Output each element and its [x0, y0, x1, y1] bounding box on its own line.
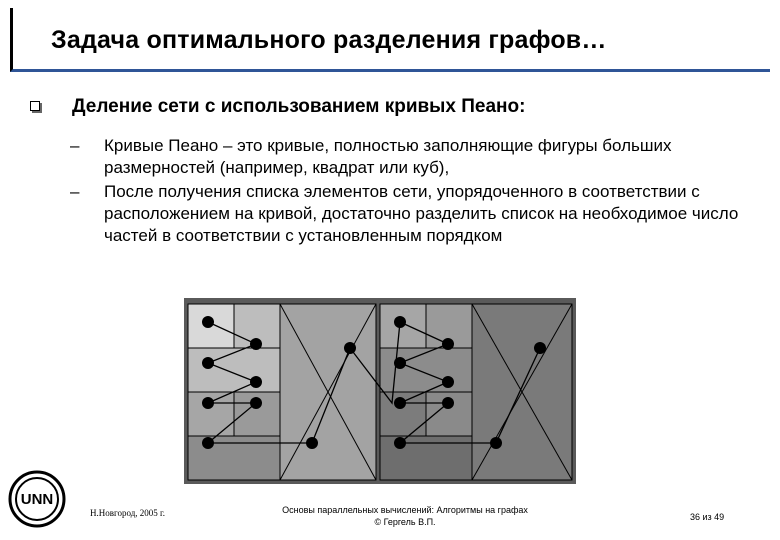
footer-author: © Гергель В.П.: [374, 517, 436, 527]
curve-node: [202, 437, 214, 449]
right-grid: [380, 304, 572, 480]
title-bar: [10, 8, 770, 72]
curve-node: [490, 437, 502, 449]
curve-node: [344, 342, 356, 354]
university-logo-icon: [8, 470, 66, 528]
curve-node: [250, 376, 262, 388]
sub-bullet-2: [70, 181, 750, 247]
curve-node: [394, 316, 406, 328]
footer-location: Н.Новгород, 2005 г.: [90, 508, 165, 518]
sub-bullet-2-text: После получения списка элементов сети, упорядоченного в соответствии с расположением на кривой, достаточно разделить список на необходимое число частей в соответствии с установленным порядком: [104, 182, 739, 245]
curve-node: [394, 437, 406, 449]
curve-node: [442, 397, 454, 409]
curve-node: [202, 397, 214, 409]
curve-node: [442, 338, 454, 350]
curve-node: [202, 316, 214, 328]
square-bullet-icon: [30, 101, 40, 111]
left-grid: [188, 304, 376, 480]
curve-node: [202, 357, 214, 369]
curve-node: [250, 338, 262, 350]
curve-node: [442, 376, 454, 388]
dash-marker: –: [70, 136, 80, 155]
footer-course-title: Основы параллельных вычислений: Алгоритмы на графах: [282, 505, 528, 515]
peano-curve-diagram: [184, 298, 576, 484]
sub-bullet-1: [70, 135, 750, 179]
slide-title: Задача оптимального разделения графов…: [51, 26, 607, 54]
footer-course: [240, 504, 570, 528]
curve-node: [306, 437, 318, 449]
curve-node: [534, 342, 546, 354]
main-bullet-text: Деление сети с использованием кривых Пеано:: [72, 96, 526, 117]
page-number: 36 из 49: [690, 512, 725, 522]
sub-bullet-1-text: Кривые Пеано – это кривые, полностью заполняющие фигуры больших размерностей (например, квадрат или куб),: [104, 136, 672, 177]
curve-node: [250, 397, 262, 409]
curve-node: [394, 357, 406, 369]
curve-node: [394, 397, 406, 409]
sub-bullet-list: [70, 135, 750, 249]
dash-marker: –: [70, 182, 80, 201]
logo-text: UNN: [20, 491, 54, 508]
